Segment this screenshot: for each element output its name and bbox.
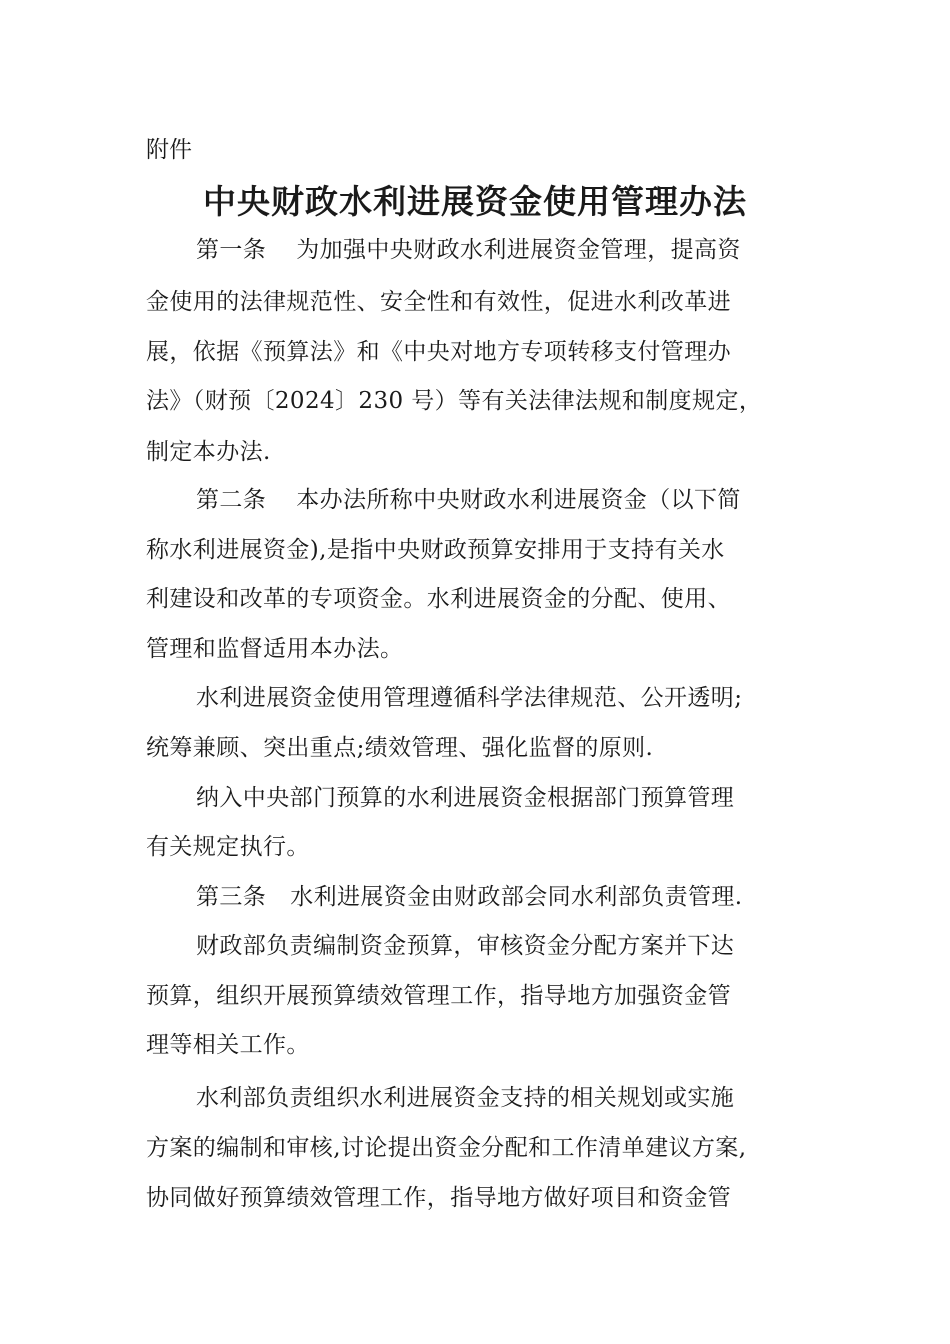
ministry-water-line: 方案的编制和审核,讨论提出资金分配和工作清单建议方案,	[146, 1135, 747, 1161]
article-1-line: 制定本办法.	[146, 439, 271, 465]
principles-line: 统筹兼顾、突出重点;绩效管理、强化监督的原则.	[146, 735, 654, 761]
article-3-line	[196, 879, 743, 915]
department-budget-line: 纳入中央部门预算的水利进展资金根据部门预算管理	[196, 785, 735, 811]
article-1-text: 为加强中央财政水利进展资金管理，提高资	[296, 237, 741, 263]
article-2-line: 利建设和改革的专项资金。水利进展资金的分配、使用、	[146, 586, 731, 612]
ministry-water-line: 水利部负责组织水利进展资金支持的相关规划或实施	[196, 1085, 735, 1111]
ministry-finance-line: 预算，组织开展预算绩效管理工作，指导地方加强资金管	[146, 983, 731, 1009]
ministry-finance-line: 理等相关工作。	[146, 1032, 310, 1058]
article-2-first-line	[196, 482, 741, 518]
article-2-text: 本办法所称中央财政水利进展资金（以下简	[296, 487, 741, 513]
ministry-water-line: 协同做好预算绩效管理工作，指导地方做好项目和资金管	[146, 1185, 731, 1211]
article-1-line: 法》（财预〔2024〕230 号）等有关法律法规和制度规定，	[146, 388, 763, 414]
article-1-line: 金使用的法律规范性、安全性和有效性，促进水利改革进	[146, 289, 731, 315]
article-1-number: 第一条	[196, 237, 267, 263]
document-title: 中央财政水利进展资金使用管理办法	[203, 182, 747, 221]
ministry-finance-line: 财政部负责编制资金预算，审核资金分配方案并下达	[196, 933, 735, 959]
article-3-number: 第三条	[196, 884, 267, 910]
article-1-line: 展，依据《预算法》和《中央对地方专项转移支付管理办	[146, 339, 731, 365]
article-1-first-line	[196, 232, 741, 268]
principles-line: 水利进展资金使用管理遵循科学法律规范、公开透明;	[196, 685, 743, 711]
article-2-line: 管理和监督适用本办法。	[146, 636, 404, 662]
attachment-label: 附件	[146, 137, 192, 163]
department-budget-line: 有关规定执行。	[146, 834, 310, 860]
article-3-text: 水利进展资金由财政部会同水利部负责管理.	[290, 884, 743, 910]
article-2-number: 第二条	[196, 487, 267, 513]
article-2-line: 称水利进展资金),是指中央财政预算安排用于支持有关水	[146, 537, 725, 563]
